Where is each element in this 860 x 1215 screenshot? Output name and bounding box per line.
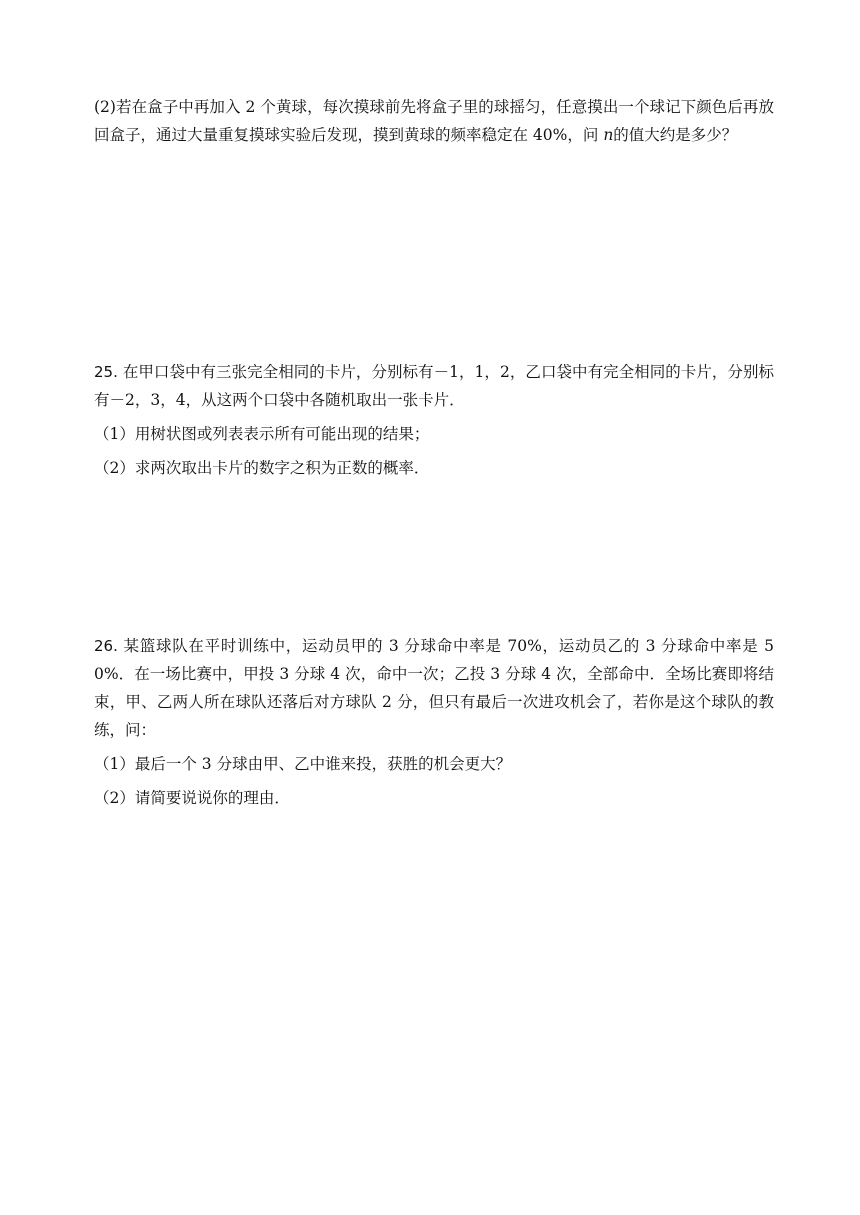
question-26 [94,632,774,812]
question-24-part-2-text [94,93,774,149]
question-24-part-2-text-after: 的值大约是多少？ [613,126,738,144]
variable-n: n [603,126,614,144]
question-24-part-2 [94,93,774,149]
question-26-number: 26. [94,637,118,655]
question-25-number: 25. [94,363,118,381]
question-26-part-2: （2）请简要说说你的理由． [94,789,290,807]
question-26-stem-text: 某篮球队在平时训练中，运动员甲的 3 分球命中率是 70%，运动员乙的 3 分球命中率是 50%．在一场比赛中，甲投 3 分球 4 次，命中一次；乙投 3 分球 4 次，全部命中．全场比赛即将结束，甲、乙两人所在球队还落后对方球队 2 分，但只有最后一次进攻机会了，若你是这个球队的教练，问： [94,637,774,739]
question-25-stem [94,358,774,414]
question-25 [94,358,774,482]
question-25-stem-text: 在甲口袋中有三张完全相同的卡片，分别标有－1，1，2，乙口袋中有完全相同的卡片，分别标有－2，3，4，从这两个口袋中各随机取出一张卡片． [94,363,774,409]
question-25-part-1: （1）用树状图或列表表示所有可能出现的结果； [94,425,430,443]
question-26-part-1: （1）最后一个 3 分球由甲、乙中谁来投，获胜的机会更大？ [94,755,512,773]
question-25-part-2: （2）求两次取出卡片的数字之积为正数的概率． [94,459,430,477]
question-26-stem [94,632,774,744]
question-24-part-2-text-before: (2)若在盒子中再加入 2 个黄球，每次摸球前先将盒子里的球摇匀，任意摸出一个球记下颜色后再放回盒子，通过大量重复摸球实验后发现，摸到黄球的频率稳定在 40%，问 [94,98,774,144]
